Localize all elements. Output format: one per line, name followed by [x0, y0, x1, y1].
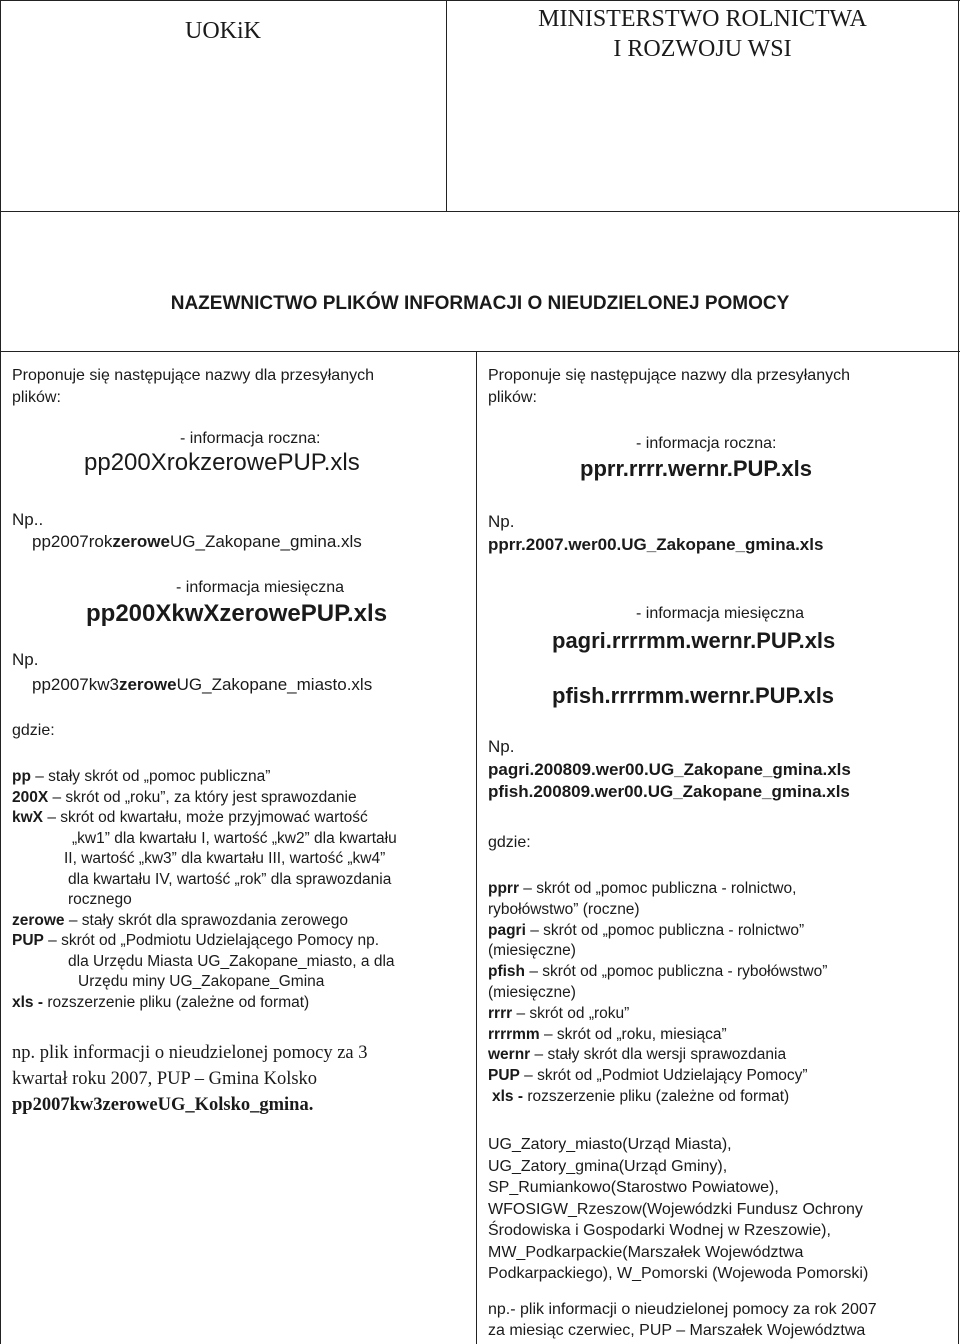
name-example-6: MW_Podkarpackie(Marszałek Województwa	[488, 1243, 804, 1261]
name-example-4: WFOSIGW_Rzeszow(Wojewódzki Fundusz Ochrony	[488, 1200, 863, 1218]
left-intro-line1: Proponuje się następujące nazwy dla przesyłanych	[12, 367, 374, 384]
right-def-pup: PUP – skrót od „Podmiot Udzielający Pomocy”	[488, 1067, 808, 1085]
table-right-border	[958, 0, 959, 1344]
left-def-kwx-cont2: II, wartość „kw3” dla kwartału III, wartość „kw4”	[64, 850, 386, 867]
left-def-kwx-cont4: rocznego	[68, 891, 132, 908]
name-example-1: UG_Zatory_miasto(Urząd Miasta),	[488, 1136, 732, 1153]
left-def-pp: pp – stały skrót od „pomoc publiczna”	[12, 768, 271, 785]
right-names-list	[488, 1134, 868, 1285]
right-example2-filename1: pagri.200809.wer00.UG_Zakopane_gmina.xls	[488, 760, 851, 779]
left-note-line3: pp2007kw3zeroweUG_Kolsko_gmina.	[12, 1095, 314, 1115]
left-def-kwx-cont1: „kw1” dla kwartału I, wartość „kw2” dla kwartału	[72, 829, 397, 847]
left-monthly-filename: pp200XkwXzerowePUP.xls	[86, 600, 388, 627]
right-gdzie-label: gdzie:	[488, 834, 531, 851]
left-def-pup: PUP – skrót od „Podmiotu Udzielającego Pomocy np.	[12, 932, 380, 949]
left-annual-filename: pp200XrokzerowePUP.xls	[84, 449, 360, 476]
right-intro-line1: Proponuje się następujące nazwy dla przesyłanych	[488, 367, 850, 384]
right-def-rrrrmm: rrrrmm – skrót od „roku, miesiąca”	[488, 1025, 727, 1043]
right-monthly-filename1: pagri.rrrrmm.wernr.PUP.xls	[552, 628, 836, 653]
table-left-border	[0, 0, 1, 1344]
right-def-pprr: pprr – skrót od „pomoc publiczna - rolnictwo,	[488, 880, 797, 897]
right-def-pagri: pagri – skrót od „pomoc publiczna - rolnictwo”	[488, 921, 805, 939]
left-def-xls: xls - rozszerzenie pliku (zależne od format)	[12, 993, 310, 1011]
name-example-7: Podkarpackiego), W_Pomorski (Wojewoda Pomorski)	[488, 1265, 869, 1282]
left-note-line1: np. plik informacji o nieudzielonej pomocy za 3	[12, 1043, 368, 1063]
right-monthly-filename2: pfish.rrrrmm.wernr.PUP.xls	[552, 683, 835, 708]
right-definitions	[488, 879, 827, 1108]
right-example2-np: Np.	[488, 737, 515, 756]
right-note-line2: za miesiąc czerwiec, PUP – Marszałek Województwa	[488, 1322, 866, 1339]
left-def-kwx-cont3: dla kwartału IV, wartość „rok” dla sprawozdania	[68, 870, 392, 888]
right-def-pagri-cont: (miesięczne)	[488, 942, 576, 960]
name-example-2: UG_Zatory_gmina(Urząd Gminy),	[488, 1157, 728, 1175]
right-example2-filename2: pfish.200809.wer00.UG_Zakopane_gmina.xls	[488, 782, 850, 801]
left-annual-label: - informacja roczna:	[180, 430, 321, 447]
right-intro-line2: plików:	[488, 389, 537, 406]
right-def-pfish-cont: (miesięczne)	[488, 983, 576, 1001]
right-annual-label: - informacja roczna:	[636, 435, 777, 452]
header-right-line2: I ROZWOJU WSI	[613, 36, 792, 62]
right-example1-filename: pprr.2007.wer00.UG_Zakopane_gmina.xls	[488, 535, 824, 554]
column-divider-vertical	[476, 351, 477, 1344]
right-annual-filename: pprr.rrrr.wernr.PUP.xls	[580, 456, 812, 481]
header-left-uokik: UOKiK	[185, 18, 261, 44]
left-monthly-label: - informacja miesięczna	[176, 579, 345, 596]
right-example1-np: Np.	[488, 512, 515, 531]
header-bottom-border	[0, 211, 960, 212]
right-def-pfish: pfish – skrót od „pomoc publiczna - rybołówstwo”	[488, 963, 828, 981]
left-def-200x: 200X – skrót od „roku”, za który jest sprawozdanie	[12, 788, 357, 806]
header-right-line1: MINISTERSTWO ROLNICTWA	[538, 6, 867, 32]
right-monthly-label: - informacja miesięczna	[636, 605, 805, 622]
table-top-border	[0, 0, 960, 1]
left-def-kwx: kwX – skrót od kwartału, może przyjmować wartość	[12, 809, 368, 826]
name-example-3: SP_Rumiankowo(Starostwo Powiatowe),	[488, 1179, 779, 1196]
left-intro-line2: plików:	[12, 389, 61, 406]
right-def-wernr: wernr – stały skrót dla wersji sprawozdania	[488, 1046, 787, 1064]
left-example1-filename: pp2007rokzeroweUG_Zakopane_gmina.xls	[32, 532, 362, 551]
right-def-pprr-cont: rybołówstwo” (roczne)	[488, 900, 640, 918]
title-bottom-border	[0, 351, 960, 352]
left-gdzie-label: gdzie:	[12, 722, 55, 739]
left-definitions	[12, 767, 397, 1013]
left-example2-np: Np.	[12, 650, 39, 669]
name-example-5: Środowiska i Gospodarki Wodnej w Rzeszowie),	[488, 1222, 831, 1239]
page-title: NAZEWNICTWO PLIKÓW INFORMACJI O NIEUDZIELONEJ POMOCY	[170, 293, 790, 314]
right-note-line1: np.- plik informacji o nieudzielonej pomocy za rok 2007	[488, 1301, 877, 1318]
left-def-zerowe: zerowe – stały skrót dla sprawozdania zerowego	[12, 911, 349, 929]
left-note-line2: kwartał roku 2007, PUP – Gmina Kolsko	[12, 1069, 318, 1089]
right-def-rrrr: rrrr – skrót od „roku”	[488, 1004, 630, 1022]
left-example2-filename: pp2007kw3zeroweUG_Zakopane_miasto.xls	[32, 675, 373, 694]
left-def-pup-cont2: Urzędu miny UG_Zakopane_Gmina	[78, 973, 325, 990]
left-def-pup-cont1: dla Urzędu Miasta UG_Zakopane_miasto, a dla	[68, 952, 395, 970]
right-def-xls: xls - rozszerzenie pliku (zależne od format)	[492, 1087, 790, 1105]
left-example1-np: Np..	[12, 510, 44, 529]
